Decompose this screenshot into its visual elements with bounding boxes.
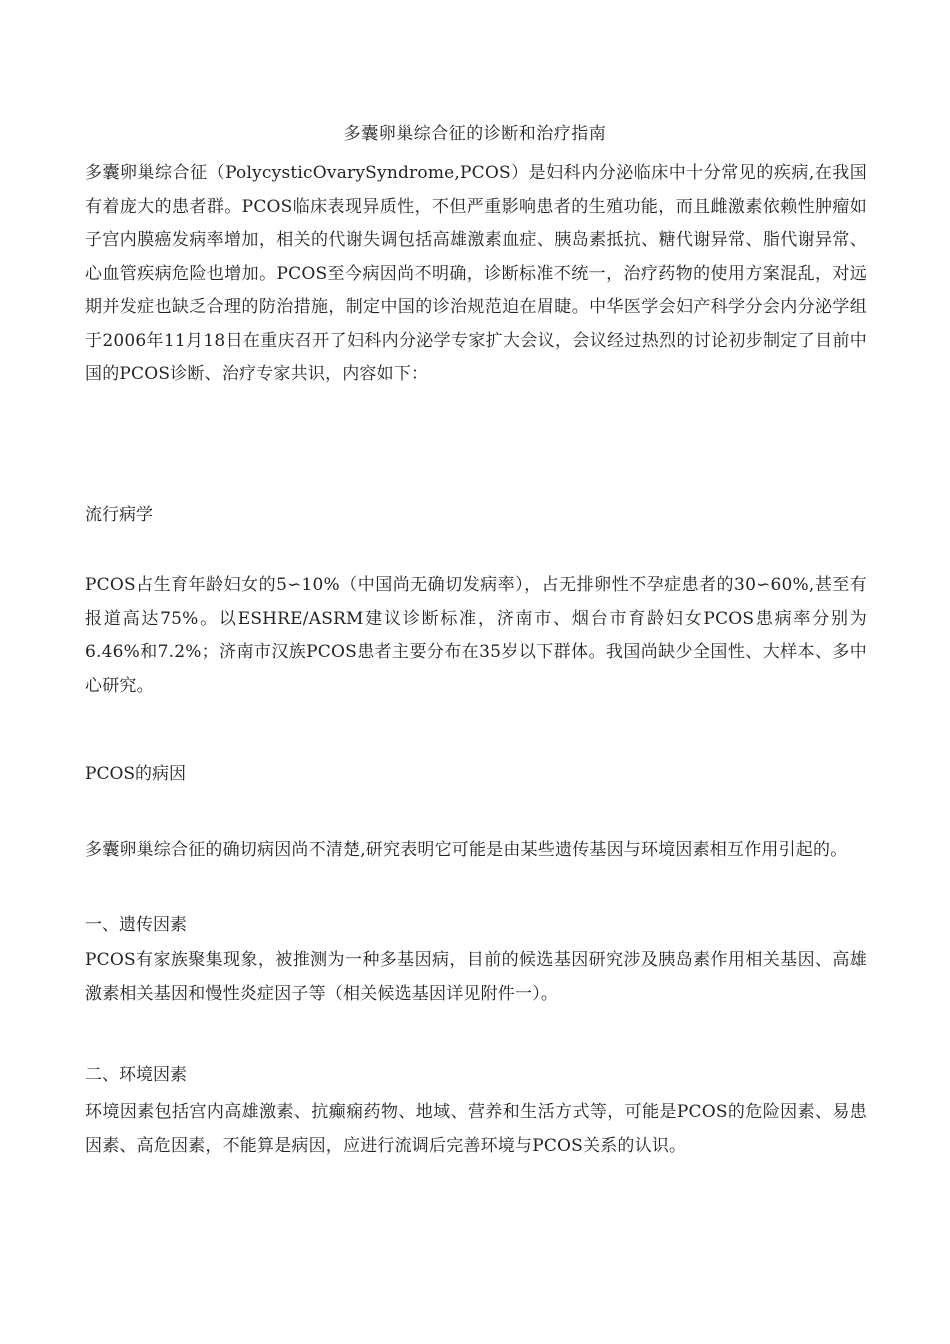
- epidemiology-paragraph: PCOS占生育年龄妇女的5∽10%（中国尚无确切发病率），占无排卵性不孕症患者的30∽60%,甚至有报道高达75%。以ESHRE/ASRM建议诊断标准，济南市、烟台市育龄妇女PCOS患病率分别为6.46%和7.2%；济南市汉族PCOS患者主要分布在35岁以下群体。我国尚缺少全国性、大样本、多中心研究。: [85, 575, 867, 696]
- epidemiology-heading: 流行病学: [85, 505, 153, 525]
- etiology-paragraph: 多囊卵巢综合征的确切病因尚不清楚,研究表明它可能是由某些遗传基因与环境因素相互作用引起的。: [85, 840, 848, 860]
- environmental-factors-paragraph: 环境因素包括宫内高雄激素、抗癫痫药物、地域、营养和生活方式等，可能是PCOS的危险因素、易患因素、高危因素，不能算是病因，应进行流调后完善环境与PCOS关系的认识。: [85, 1102, 867, 1156]
- document-title: 多囊卵巢综合征的诊断和治疗指南: [343, 124, 607, 144]
- intro-paragraph: 多囊卵巢综合征（PolycysticOvarySyndrome,PCOS）是妇科内分泌临床中十分常见的疾病,在我国有着庞大的患者群。PCOS临床表现异质性，不但严重影响患者的生殖功能，而且雌激素依赖性肿瘤如子宫内膜癌发病率增加，相关的代谢失调包括高雄激素血症、胰岛素抵抗、糖代谢异常、脂代谢异常、心血管疾病危险也增加。PCOS至今病因尚不明确，诊断标准不统一，治疗药物的使用方案混乱，对远期并发症也缺乏合理的防治措施，制定中国的诊治规范迫在眉睫。中华医学会妇产科学分会内分泌学组于2006年11月18日在重庆召开了妇科内分泌学专家扩大会议，会议经过热烈的讨论初步制定了目前中国的PCOS诊断、治疗专家共识，内容如下：: [85, 163, 867, 384]
- etiology-heading: PCOS的病因: [85, 764, 187, 784]
- environmental-factors-heading: 二、环境因素: [85, 1065, 187, 1085]
- genetic-factors-heading: 一、遗传因素: [85, 915, 187, 935]
- genetic-factors-paragraph: PCOS有家族聚集现象，被推测为一种多基因病，目前的候选基因研究涉及胰岛素作用相关基因、高雄激素相关基因和慢性炎症因子等（相关候选基因详见附件一）。: [85, 950, 867, 1004]
